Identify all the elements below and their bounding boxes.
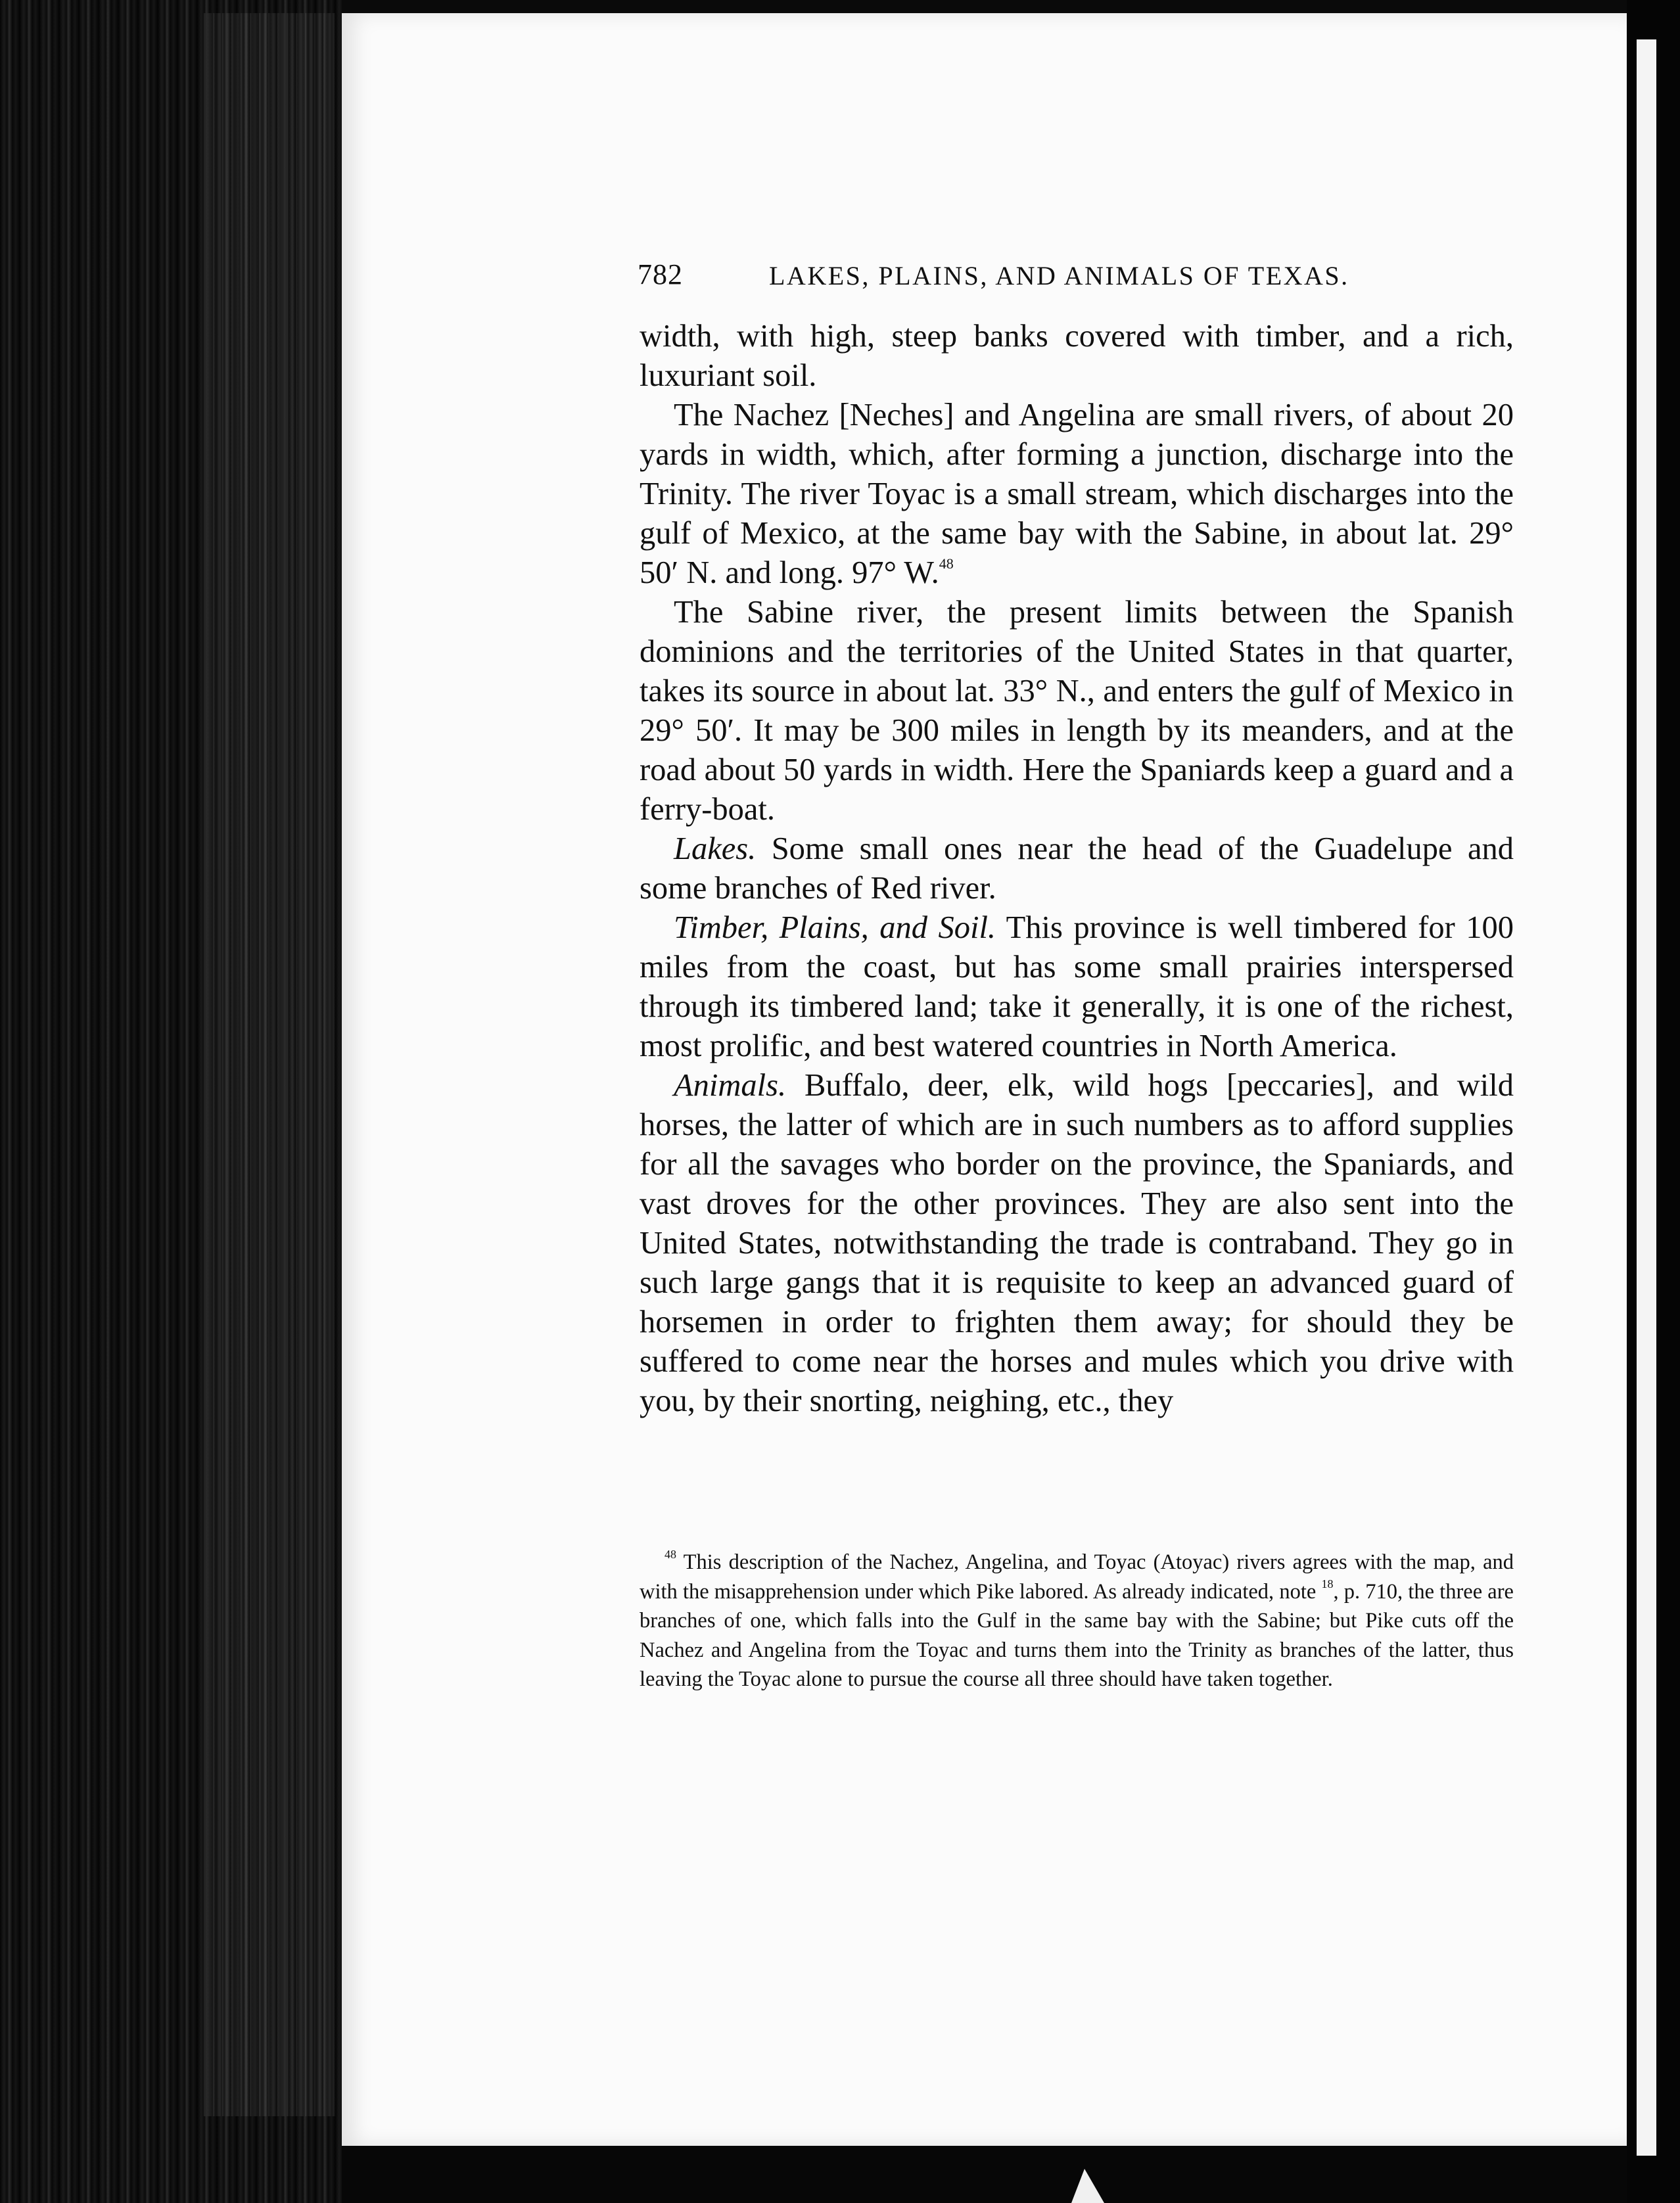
paragraph-text: Buffalo, deer, elk, wild hogs [peccaries], and wild horses, the latter of which are in such numbers as to afford supplies for all the savages who border on the province, the Spaniards, and vast droves for the other provinces. They are also sent into the United States, notwithstanding the trade is contraband. They go in such large gangs that it is requisite to keep an advanced guard of horsemen in order to frighten them away; for should they be suffered to come near the horses and mules which you drive with you, by their snorting, neighing, etc., they <box>640 1068 1514 1418</box>
paragraph <box>640 317 1514 396</box>
section-lead: Animals. <box>674 1068 787 1103</box>
paragraph-text: width, with high, steep banks covered with timber, and a rich, luxuriant soil. <box>640 319 1514 393</box>
paragraph-text: The Nachez [Neches] and Angelina are small rivers, of about 20 yards in width, which, after forming a junction, discharge into the Trinity. The river Toyac is a small stream, which discharges into the gulf of Mexico, at the same bay with the Sabine, in about lat. 29° 50′ N. and long. 97° W. <box>640 398 1514 590</box>
footnote-ref: 48 <box>939 555 954 572</box>
paragraph-text: This province is well timbered for 100 miles from the coast, but has some small prairies interspersed through its timbered land; take it generally, it is one of the richest, most prolific, and best watered countries in North America. <box>640 910 1514 1063</box>
running-title: LAKES, PLAINS, AND ANIMALS OF TEXAS. <box>769 261 1349 290</box>
footnote-cross-ref: 18 <box>1321 1577 1334 1590</box>
bottom-shadow <box>342 2146 1627 2203</box>
footnote-text: , p. 710, the three are branches of one, which falls into the Gulf in the same bay with the Sabine; but Pike cuts off the Nachez and Angelina from the Toyac and turns them into the Trinity as branches of the latter, thus leaving the Toyac alone to pursue the course all three should have taken together. <box>640 1579 1514 1691</box>
footnote-marker: 48 <box>665 1548 676 1561</box>
page-number: 782 <box>638 258 683 290</box>
paragraph <box>640 829 1514 908</box>
page-edges-texture <box>204 13 335 2116</box>
paragraph <box>640 1066 1514 1421</box>
section-lead: Lakes. <box>674 831 757 866</box>
paragraph <box>640 593 1514 829</box>
body-text <box>640 317 1514 1421</box>
paragraph <box>640 908 1514 1066</box>
running-header <box>638 258 1387 297</box>
footnote-paragraph <box>640 1548 1514 1694</box>
paragraph-text: The Sabine river, the present limits between the Spanish dominions and the territories of the United States in that quarter, takes its source in about lat. 33° N., and enters the gulf of Mexico in 29° 50′. It may be 300 miles in length by its meanders, and at the road about 50 yards in width. Here the Spaniards keep a guard and a ferry-boat. <box>640 595 1514 827</box>
section-lead: Timber, Plains, and Soil. <box>674 910 996 945</box>
paragraph <box>640 396 1514 593</box>
facing-page-edge <box>1637 39 1656 2156</box>
paragraph-text: Some small ones near the head of the Guadelupe and some branches of Red river. <box>640 831 1514 906</box>
footnote-text: This description of the Nachez, Angelina, and Toyac (Atoyac) rivers agrees with the map, and with the misapprehension under which Pike labored. As already indicated, note <box>640 1550 1514 1604</box>
footnote <box>640 1548 1514 1694</box>
